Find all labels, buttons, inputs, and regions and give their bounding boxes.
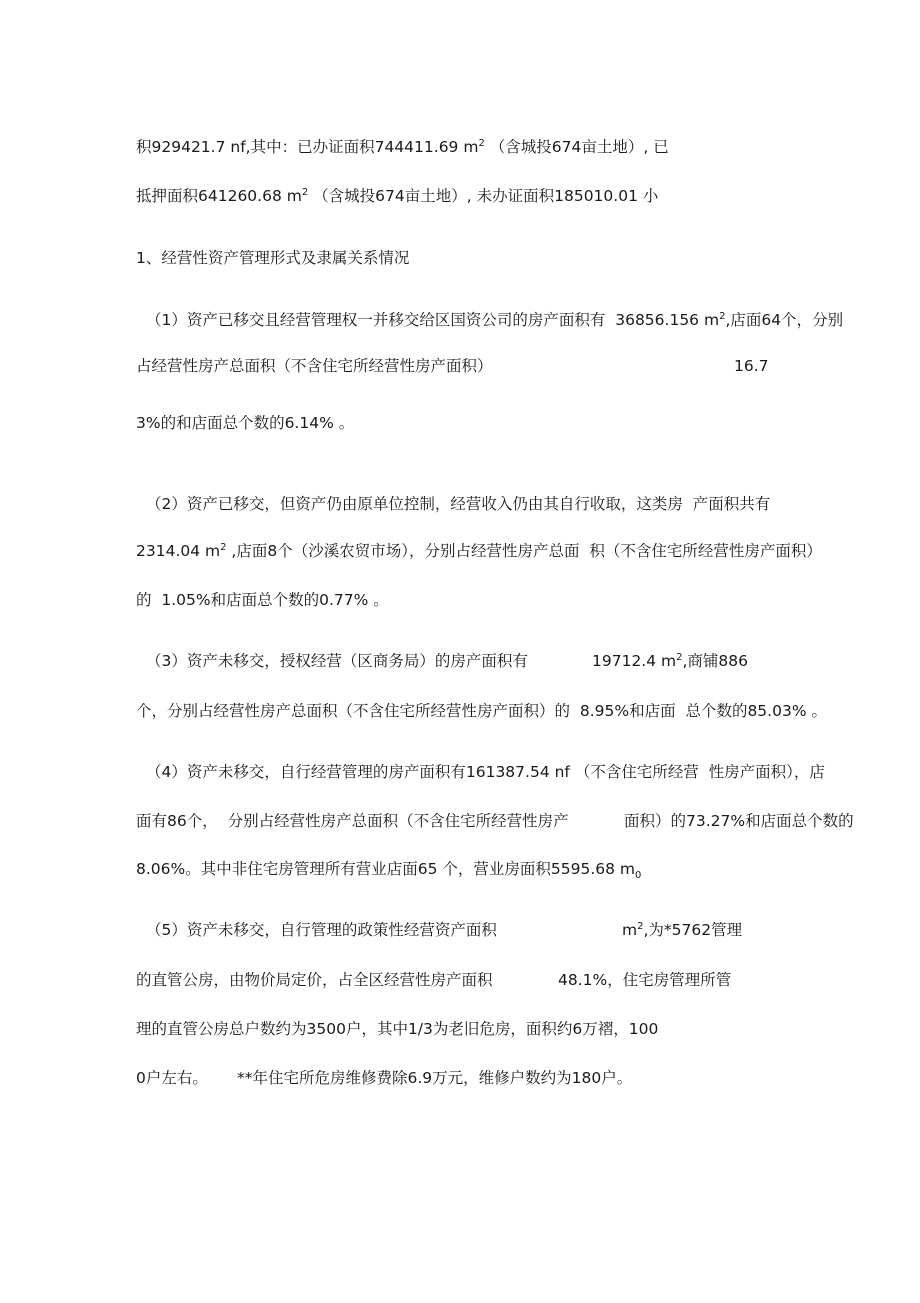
superscript: 2 bbox=[676, 651, 683, 663]
superscript: 2 bbox=[301, 186, 309, 198]
text-line: （4）资产未移交，自行经营管理的房产面积有161387.54 nf （不含住宅所经营 性房产面积），店 bbox=[146, 763, 825, 781]
text-line bbox=[146, 310, 843, 330]
text-line bbox=[136, 541, 822, 561]
superscript: 2 bbox=[719, 310, 726, 322]
text-run: ,商铺886 bbox=[682, 652, 749, 670]
text-run: 48.1%，住宅房管理所管 bbox=[558, 971, 732, 989]
text-line bbox=[136, 137, 669, 157]
text-line bbox=[592, 651, 748, 671]
text-line: 面有86个， 分别占经营性房产总面积（不含住宅所经营性房产 bbox=[136, 812, 569, 830]
text-line: 理的直管公房总户数约为3500户，其中1/3为老旧危房，面积约6万褶，100 bbox=[136, 1020, 659, 1038]
text-run: 19712.4 m bbox=[592, 652, 677, 670]
text-run: ,为*5762管理 bbox=[643, 921, 743, 939]
superscript: 2 bbox=[637, 920, 644, 932]
text-line: 3%的和店面总个数的6.14% 。 bbox=[136, 414, 355, 432]
text-line: 的直管公房，由物价局定价，占全区经营性房产面积 bbox=[136, 971, 493, 989]
text-run: 2314.04 m bbox=[136, 542, 221, 560]
section-heading: 1、经营性资产管理形式及隶属关系情况 bbox=[136, 249, 410, 267]
text-run: 面积）的73.27%和店面总个数的 bbox=[624, 812, 854, 830]
text-line: （5）资产未移交，自行管理的政策性经营资产面积 bbox=[146, 921, 497, 939]
text-line: （3）资产未移交，授权经营（区商务局）的房产面积有 bbox=[146, 652, 528, 670]
superscript: 2 bbox=[220, 541, 227, 553]
text-run: 8.06%。其中非住宅房管理所有营业店面65 个，营业房面积5595.68 m bbox=[136, 860, 636, 878]
text-line bbox=[136, 186, 658, 206]
text-line: 的 1.05%和店面总个数的0.77% 。 bbox=[136, 591, 389, 609]
text-run: 抵押面积641260.68 m bbox=[136, 187, 302, 205]
text-run: 16.7 bbox=[734, 357, 769, 375]
text-line: （2）资产已移交，但资产仍由原单位控制，经营收入仍由其自行收取，这类房 产面积共有 bbox=[146, 495, 771, 513]
text-run: 积929421.7 nf,其中：已办证面积744411.69 m bbox=[136, 138, 479, 156]
text-run: **年住宅所危房维修费除6.9万元，维修户数约为180户。 bbox=[237, 1069, 633, 1087]
superscript: 2 bbox=[478, 137, 485, 149]
text-run: （1）资产已移交且经营管理权一并移交给区国资公司的房产面积有 36856.156 m bbox=[146, 311, 720, 329]
subscript: 0 bbox=[635, 870, 642, 882]
text-run: ,店面64个，分别 bbox=[725, 311, 844, 329]
text-line bbox=[136, 859, 642, 882]
text-line: 个，分别占经营性房产总面积（不含住宅所经营性房产面积）的 8.95%和店面 总个数的85.03% 。 bbox=[136, 702, 827, 720]
text-line bbox=[622, 920, 742, 940]
text-line: 0户左右。 bbox=[136, 1069, 208, 1087]
text-run: （含城投674亩土地）, 未办证面积185010.01 小 bbox=[313, 187, 659, 205]
text-run: m bbox=[622, 921, 638, 939]
text-run: ,店面8个（沙溪农贸市场），分别占经营性房产总面 积（不含住宅所经营性房产面积） bbox=[226, 542, 822, 560]
text-line: 占经营性房产总面积（不含住宅所经营性房产面积） bbox=[136, 357, 493, 375]
text-run: （含城投674亩土地）, 已 bbox=[489, 138, 669, 156]
